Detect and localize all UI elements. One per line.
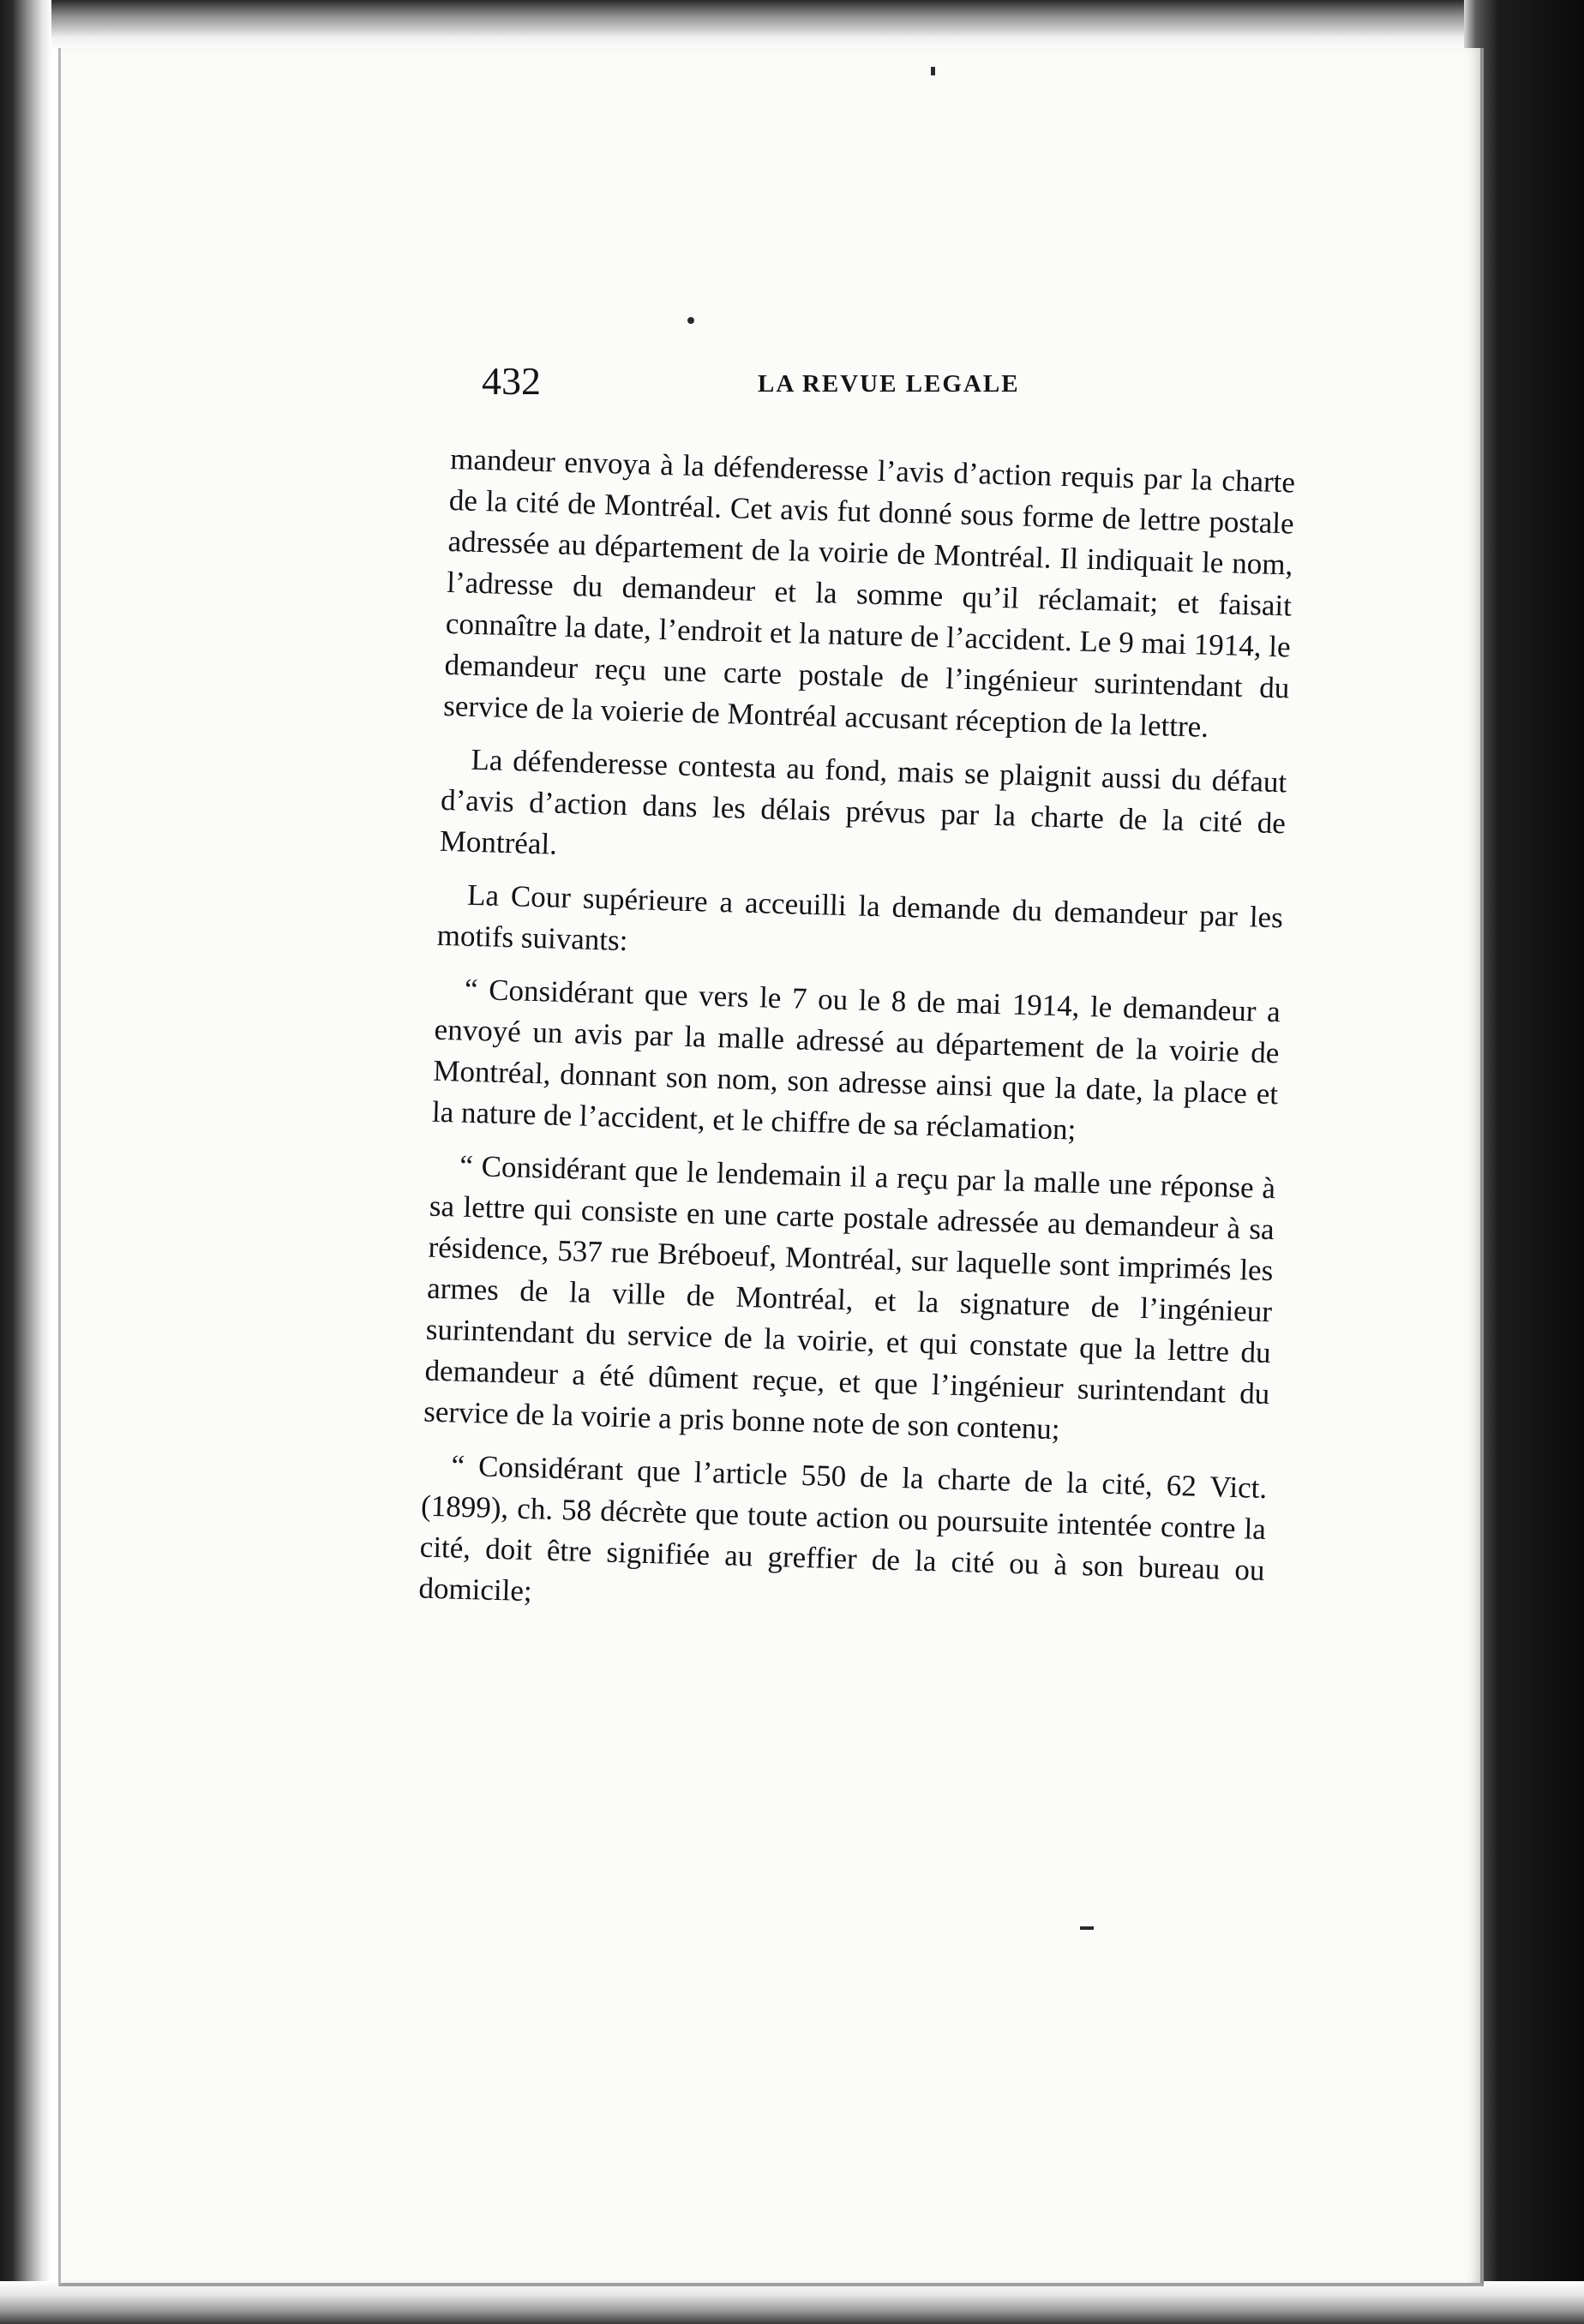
scan-edge-top <box>51 0 1466 51</box>
scan-edge-left <box>0 0 51 2324</box>
paragraph: La Cour supérieure a acceuilli la demande du demandeur par les motifs suivants: <box>436 877 1284 957</box>
page-number: 432 <box>482 359 541 403</box>
paragraph: “ Considérant que le lendemain il a reçu par la malle une réponse à sa lettre qui consiste en une carte postale adressée au demandeur à sa résidence, 537 rue Bréboeuf, Montréal, sur laquelle sont imprimés les armes de la ville de Montréal, et la signature de l’ingénieur surintendant du service de la voirie, et qui constate que la lettre du demandeur a été dûment reçue, et que l’ingénieur surintendant du service de la voirie a pris bonne note de son contenu; <box>423 1148 1276 1447</box>
page-header <box>482 358 1287 427</box>
paragraph: “ Considérant que l’article 550 de la charte de la cité, 62 Vict. (1899), ch. 58 décrète que toute action ou poursuite intentée contre la cité, doit être signifiée au greffier de la cité ou à son bureau ou domicile; <box>417 1448 1268 1608</box>
paragraph: La défenderesse contesta au fond, mais se plaignit aussi du défaut d’avis d’action dans les délais prévus par la charte de la cité de Montréal. <box>439 742 1287 861</box>
body-text <box>417 439 1295 1644</box>
speck-mark <box>931 67 935 75</box>
speck-mark <box>687 317 694 324</box>
paragraph: mandeur envoya à la défenderesse l’avis d’action requis par la charte de la cité de Montréal. Cet avis fut donné sous forme de lettre postale adressée au département de la voirie de Montréal. Il indiquait le nom, l’adresse du demandeur et la somme qu’il réclamait; et faisait connaître la date, l’endroit et la nature de l’accident. Le 9 mai 1914, le demandeur reçu une carte postale de l’ingénieur surintendant du service de la voierie de Montréal accusant réception de la lettre. <box>442 441 1296 744</box>
paragraph: “ Considérant que vers le 7 ou le 8 de mai 1914, le demandeur a envoyé un avis par la malle adressé au département de la voirie de Montréal, donnant son nom, son adresse ainsi que la date, la place et la nature de l’accident, et le chiffre de sa réclamation; <box>431 972 1281 1147</box>
running-head: LA REVUE LEGALE <box>758 370 1020 398</box>
speck-mark <box>1080 1926 1094 1930</box>
scan-edge-bottom <box>0 2281 1584 2324</box>
